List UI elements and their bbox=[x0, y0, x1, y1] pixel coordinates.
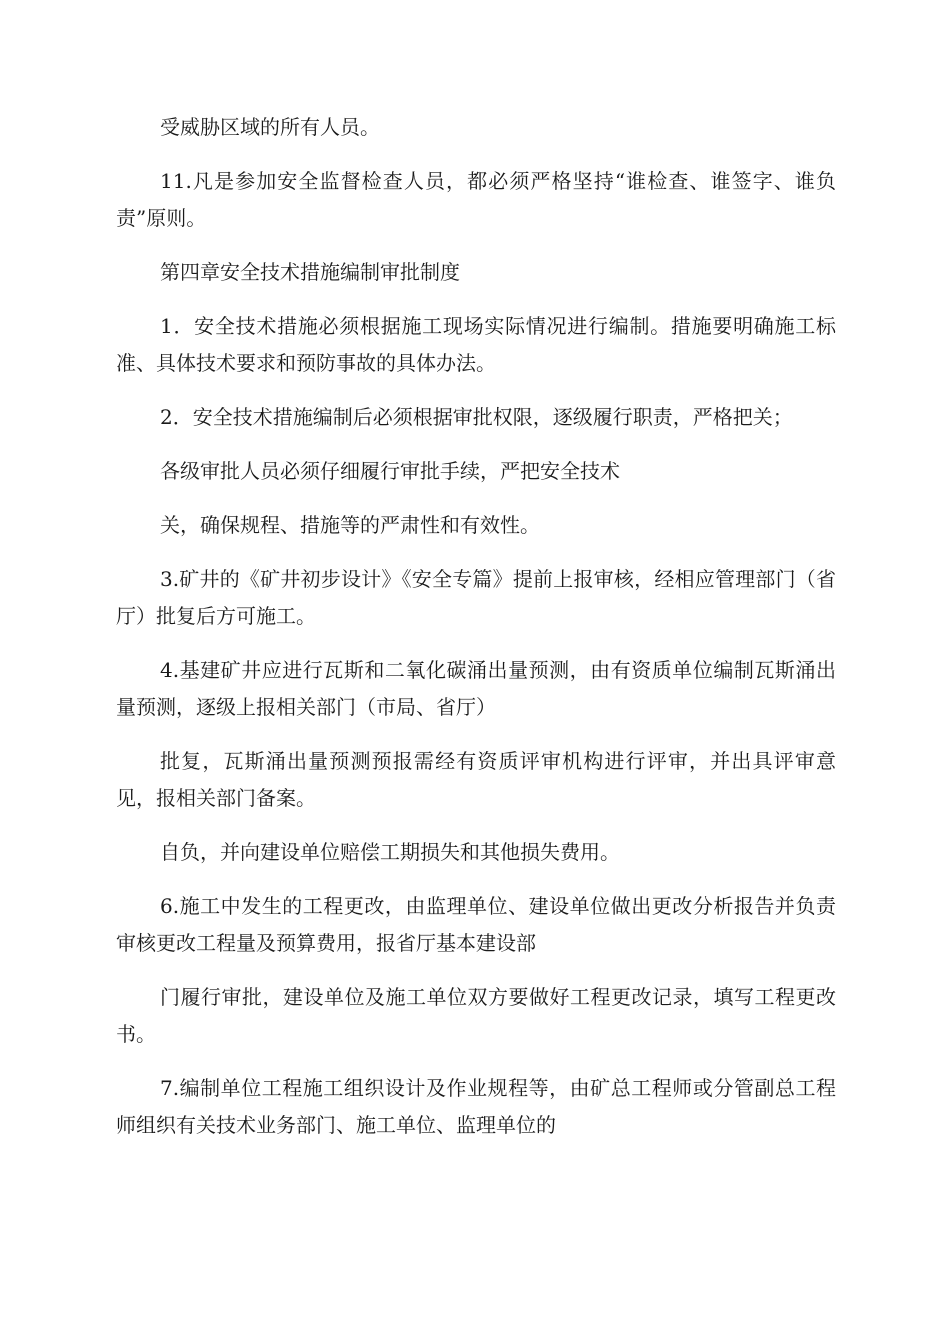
paragraph: 各级审批人员必须仔细履行审批手续，严把安全技术 bbox=[160, 459, 620, 483]
paragraph: 门履行审批，建设单位及施工单位双方要做好工程更改记录，填写工程更改书。 bbox=[116, 985, 836, 1046]
paragraph: 4.基建矿井应进行瓦斯和二氧化碳涌出量预测，由有资质单位编制瓦斯涌出量预测，逐级上报相关部门（市局、省厅） bbox=[116, 658, 836, 719]
paragraph: 3.矿井的《矿井初步设计》《安全专篇》提前上报审核，经相应管理部门（省厅）批复后方可施工。 bbox=[116, 567, 836, 628]
paragraph: 11.凡是参加安全监督检查人员，都必须严格坚持“谁检查、谁签字、谁负责”原则。 bbox=[116, 169, 836, 230]
document-body bbox=[116, 109, 836, 1161]
chapter-heading: 第四章安全技术措施编制审批制度 bbox=[160, 260, 460, 284]
paragraph: 批复，瓦斯涌出量预测预报需经有资质评审机构进行评审，并出具评审意见，报相关部门备案。 bbox=[116, 749, 836, 810]
paragraph: 1．安全技术措施必须根据施工现场实际情况进行编制。措施要明确施工标准、具体技术要求和预防事故的具体办法。 bbox=[116, 314, 836, 375]
paragraph: 6.施工中发生的工程更改，由监理单位、建设单位做出更改分析报告并负责审核更改工程量及预算费用，报省厅基本建设部 bbox=[116, 894, 836, 955]
paragraph: 2．安全技术措施编制后必须根据审批权限，逐级履行职责，严格把关； bbox=[160, 405, 793, 429]
paragraph: 7.编制单位工程施工组织设计及作业规程等，由矿总工程师或分管副总工程师组织有关技术业务部门、施工单位、监理单位的 bbox=[116, 1076, 836, 1137]
paragraph: 关，确保规程、措施等的严肃性和有效性。 bbox=[160, 513, 540, 537]
paragraph: 自负，并向建设单位赔偿工期损失和其他损失费用。 bbox=[160, 840, 620, 864]
paragraph: 受威胁区域的所有人员。 bbox=[160, 115, 380, 139]
